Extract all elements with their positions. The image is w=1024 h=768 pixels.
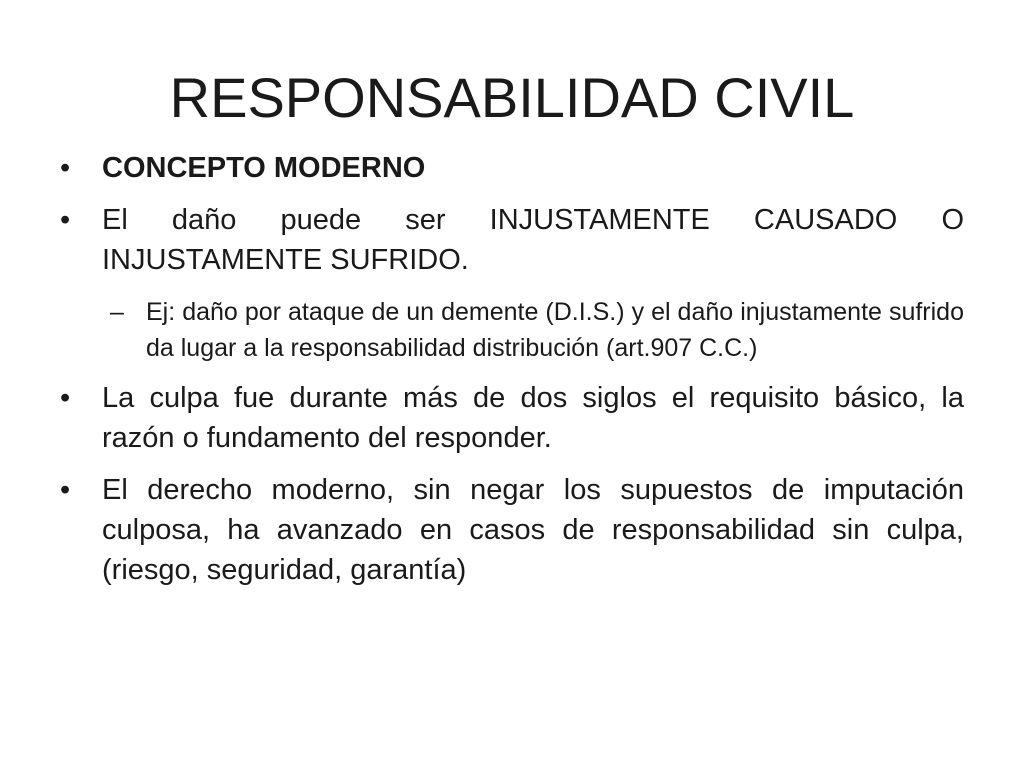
bullet-text: El derecho moderno, sin negar los supuestos de imputación culposa, ha avanzado en casos de responsabilidad sin culpa, (riesgo, seguridad, garantía) — [102, 474, 964, 586]
bullet-text: La culpa fue durante más de dos siglos el requisito básico, la razón o fundamento del responder. — [102, 382, 964, 454]
bullet-concept-heading — [58, 148, 964, 188]
bullet-marker: • — [60, 474, 71, 506]
bullet-text: CONCEPTO MODERNO — [102, 152, 426, 184]
sub-bullet-marker: – — [110, 298, 124, 326]
sub-bullet-text: Ej: daño por ataque de un demente (D.I.S.) y el daño injustamente sufrido da lugar a la responsabilidad distribución (art.907 C.C.) — [146, 298, 964, 362]
bullet-marker: • — [60, 152, 71, 184]
sub-bullet-example — [58, 294, 964, 366]
bullet-marker: • — [60, 382, 71, 414]
slide-title: RESPONSABILIDAD CIVIL — [169, 66, 855, 129]
bullet-damage-definition — [58, 200, 964, 280]
slide-content — [58, 148, 964, 590]
bullet-marker: • — [60, 204, 71, 236]
bullet-text: El daño puede ser INJUSTAMENTE CAUSADO O INJUSTAMENTE SUFRIDO. — [102, 204, 964, 276]
bullet-fault-history — [58, 378, 964, 458]
bullet-modern-law — [58, 470, 964, 590]
